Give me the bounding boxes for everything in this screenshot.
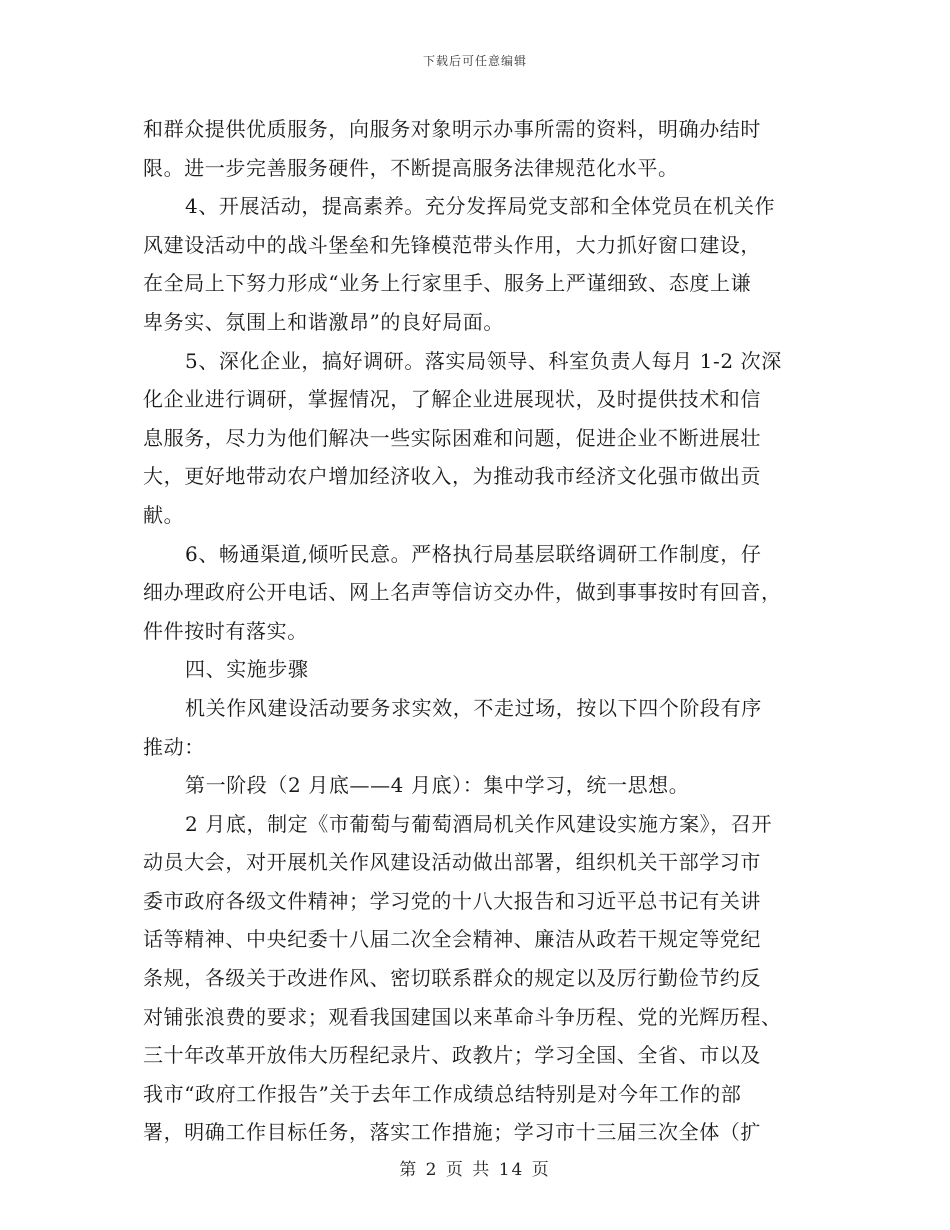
text-line: 署，明确工作目标任务，落实工作措施；学习市十三届三次全体（扩	[143, 1120, 761, 1145]
text-line: 4、开展活动，提高素养。充分发挥局党支部和全体党员在机关作	[185, 194, 776, 219]
text-line: 献。	[143, 502, 185, 527]
text-line: 5、深化企业，搞好调研。落实局领导、科室负责人每月 1-2 次深	[185, 348, 782, 373]
text-line: 卑务实、氛围上和谐激昂”的良好局面。	[143, 309, 505, 334]
text-line: 我市“政府工作报告”关于去年工作成绩总结特别是对今年工作的部	[143, 1081, 742, 1106]
text-line: 件件按时有落实。	[143, 618, 308, 643]
text-line: 6、畅通渠道,倾听民意。严格执行局基层联络调研工作制度，仔	[185, 541, 762, 566]
text-line: 推动：	[143, 734, 205, 759]
text-line: 在全局上下努力形成“业务上行家里手、服务上严谨细致、态度上谦	[143, 271, 752, 296]
text-line: 动员大会，对开展机关作风建设活动做出部署，组织机关干部学习市	[143, 850, 761, 875]
text-line: 和群众提供优质服务，向服务对象明示办事所需的资料，明确办结时	[143, 117, 761, 141]
text-line: 话等精神、中央纪委十八届二次全会精神、廉洁从政若干规定等党纪	[143, 927, 761, 952]
text-line: 限。进一步完善服务硬件，不断提高服务法律规范化水平。	[143, 155, 679, 180]
document-body	[143, 110, 805, 1152]
text-line: 条规，各级关于改进作风、密切联系群众的规定以及厉行勤俭节约反	[143, 966, 761, 991]
text-line: 风建设活动中的战斗堡垒和先锋模范带头作用，大力抓好窗口建设，	[143, 232, 761, 257]
text-line: 化企业进行调研，掌握情况，了解企业进展现状，及时提供技术和信	[143, 387, 761, 412]
text-line: 细办理政府公开电话、网上名声等信访交办件，做到事事按时有回音，	[143, 580, 782, 605]
text-line: 三十年改革开放伟大历程纪录片、政教片；学习全国、全省、市以及	[143, 1043, 761, 1068]
text-line: 息服务，尽力为他们解决一些实际困难和问题，促进企业不断进展壮	[143, 425, 761, 450]
text-line: 大，更好地带动农户增加经济收入，为推动我市经济文化强市做出贡	[143, 464, 761, 489]
text-line: 机关作风建设活动要务求实效，不走过场，按以下四个阶段有序	[185, 695, 762, 720]
page-header: 下载后可任意编辑	[422, 54, 527, 68]
page-number: 第 2 页 共 14 页	[399, 1160, 551, 1180]
text-line: 2 月底，制定《市葡萄与葡萄酒局机关作风建设实施方案》，召开	[185, 811, 773, 836]
text-line: 四、实施步骤	[185, 657, 309, 682]
text-line: 委市政府各级文件精神；学习党的十八大报告和习近平总书记有关讲	[143, 888, 761, 913]
text-line: 第一阶段（2 月底——4 月底）：集中学习，统一思想。	[185, 773, 690, 798]
text-line: 对铺张浪费的要求；观看我国建国以来革命斗争历程、党的光辉历程、	[143, 1004, 782, 1029]
